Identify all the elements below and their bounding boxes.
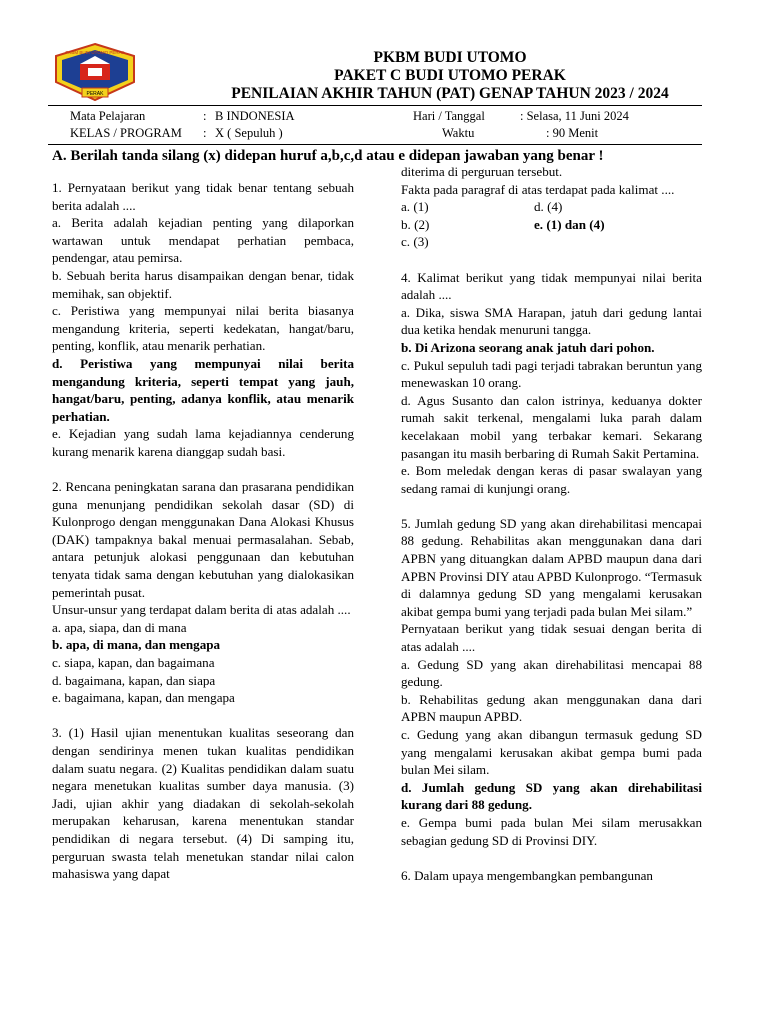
q4-option-c: c. Pukul sepuluh tadi pagi terjadi tabrakan beruntun yang menewaskan 10 orang.	[401, 357, 702, 391]
q4-option-a: a. Dika, siswa SMA Harapan, jatuh dari gedung lantai dua ketika hendak menuruni tangga.	[401, 304, 702, 338]
question-6: 6. Dalam upaya mengembangkan pembangunan	[401, 867, 653, 883]
day-label: Hari / Tanggal	[413, 109, 485, 123]
q5-option-d-answer: d. Jumlah gedung SD yang akan direhabilitasi kurang dari 88 gedung.	[401, 779, 702, 813]
question-3-continued: diterima di perguruan tersebut.	[401, 164, 563, 179]
q1-option-e: e. Kejadian yang sudah lama kejadiannya cenderung kurang menarik karena dianggap sudah basi.	[52, 426, 354, 459]
logo-banner-text: PERAK	[86, 91, 104, 97]
class-separator: :	[203, 126, 207, 140]
q2-option-b-answer: b. apa, di mana, dan mengapa	[52, 637, 221, 653]
q2-option-a: a. apa, siapa, dan di mana	[52, 619, 187, 635]
class-value: X ( Sepuluh )	[215, 126, 283, 140]
question-4: 4. Kalimat berikut yang tidak mempunyai nilai berita adalah ....	[401, 269, 702, 303]
header-divider-top	[48, 105, 702, 106]
logo-ring-text: PKBM BUDI UTOMO PERAK	[65, 50, 125, 55]
q2-option-c: c. siapa, kapan, dan bagaimana	[52, 655, 215, 671]
q1-option-c: c. Peristiwa yang mempunyai nilai berita biasanya mengandung kriteria, seperti kedekatan, hangat/baru, penting, konflik, atau menarik perhatian.	[52, 303, 354, 354]
q5-option-e: e. Gempa bumi pada bulan Mei silam merusakkan sebagian gedung SD di Provinsi DIY.	[401, 814, 702, 848]
q3-stem: Fakta pada paragraf di atas terdapat pada kalimat ....	[401, 181, 675, 197]
time-label: Waktu	[442, 126, 475, 140]
q5-stem: Pernyataan berikut yang tidak sesuai dengan berita di atas adalah ....	[401, 621, 702, 655]
q2-option-e: e. bagaimana, kapan, dan mengapa	[52, 690, 235, 706]
section-instruction: A. Berilah tanda silang (x) didepan huruf a,b,c,d atau e didepan jawaban yang benar !	[52, 148, 604, 164]
q1-option-b: b. Sebuah berita harus disampaikan dengan benar, tidak memihak, san objektif.	[52, 267, 354, 301]
question-2: 2. Rencana peningkatan sarana dan prasarana pendidikan guna menunjang pendidikan sekolah dasar (SD) di Kulonprogo dengan menggunakan Dana Alokasi Khusus (DAK) tampaknya bakal menuai permasalahan. Sebab, antara petunjuk alokasi penggunaan dan kebutuhan tenyata tidak sama dengan kebutuhan yang dialokasikan pemerintah pusat.	[52, 479, 354, 600]
class-label: KELAS / PROGRAM	[70, 126, 182, 140]
q2-option-d: d. bagaimana, kapan, dan siapa	[52, 672, 216, 688]
q3-option-e-answer: e. (1) dan (4)	[534, 216, 605, 232]
question-5: 5. Jumlah gedung SD yang akan direhabilitasi mencapai 88 gedung. Rehabilitas akan menggunakan dana dari APBN yang dituangkan dalam APBD maupun dana dari APBN Provinsi DIY atau APBD Kulonprogo. “Termasuk di dalamnya gedung SD yang mengalami kerusakan akibat gempa bumi yang terjadi pada bulan Mei silam.”	[401, 515, 702, 619]
question-1: 1. Pernyataan berikut yang tidak benar tentang sebuah berita adalah ....	[52, 180, 354, 213]
q3-option-d: d. (4)	[534, 199, 563, 215]
q2-stem: Unsur-unsur yang terdapat dalam berita di atas adalah ....	[52, 602, 351, 618]
subject-label: Mata Pelajaran	[70, 109, 146, 123]
q5-option-b: b. Rehabilitas gedung akan menggunakan dana dari APBN maupun APBD.	[401, 691, 702, 725]
subject-separator: :	[203, 109, 207, 123]
subject-value: B INDONESIA	[215, 109, 295, 123]
q4-option-d: d. Agus Susanto dan calon istrinya, keduanya dokter rumah sakit terkenal, mengalami luka parah dalam kecelakaan mobil yang terbakar kemari. Sekarang pasangan itu masih berbaring di Rumah Sakit Pertamina.	[401, 392, 702, 461]
header-divider-bottom	[48, 144, 702, 145]
q4-option-b-answer: b. Di Arizona seorang anak jatuh dari pohon.	[401, 339, 655, 355]
q5-option-a: a. Gedung SD yang akan direhabilitasi mencapai 88 gedung.	[401, 656, 702, 690]
q3-option-a: a. (1)	[401, 199, 429, 215]
q1-option-d-answer: d. Peristiwa yang mempunyai nilai berita mengandung kriteria, seperti tempat yang jauh, hangat/baru, penting, adanya konflik, atau menarik perhatian.	[52, 355, 354, 424]
day-value: : Selasa, 11 Juni 2024	[520, 109, 629, 123]
q5-option-c: c. Gedung yang akan dibangun termasuk gedung SD yang mengalami kerusakan akibat gempa bumi pada bulan Mei silam.	[401, 727, 702, 778]
question-3: 3. (1) Hasil ujian menentukan kualitas seseorang dan dengan sendirinya menen tukan kualitas pendidikan dalam suatu negara. (2) Kualitas pendidikan dalam suatu negara menetukan kualitas sumber daya manusia. (3) Jadi, ujian akhir yang diadakan di sekolah-sekolah merupakan keharusan, karena menentukan standar pendidikan di negara tersebut. (4) Di samping itu, perguruan swasta telah menetukan standar nilai calon mahasiswa yang dapat	[52, 725, 354, 882]
q1-option-a: a. Berita adalah kejadian penting yang dilaporkan wartawan untuk mendapat perhatian pembaca, pendengar, atau pemirsa.	[52, 215, 354, 266]
q4-option-e: e. Bom meledak dengan keras di pasar swalayan yang sedang ramai di kunjungi orang.	[401, 463, 702, 496]
program-name: PAKET C BUDI UTOMO PERAK	[334, 67, 566, 84]
q3-option-c: c. (3)	[401, 234, 429, 250]
left-column	[52, 179, 354, 883]
right-column	[401, 163, 702, 884]
school-name: PKBM BUDI UTOMO	[373, 49, 527, 66]
time-value: : 90 Menit	[546, 126, 599, 140]
exam-title: PENILAIAN AKHIR TAHUN (PAT) GENAP TAHUN 2023 / 2024	[231, 85, 669, 102]
q3-option-b: b. (2)	[401, 216, 430, 232]
school-crest-icon	[52, 42, 138, 102]
